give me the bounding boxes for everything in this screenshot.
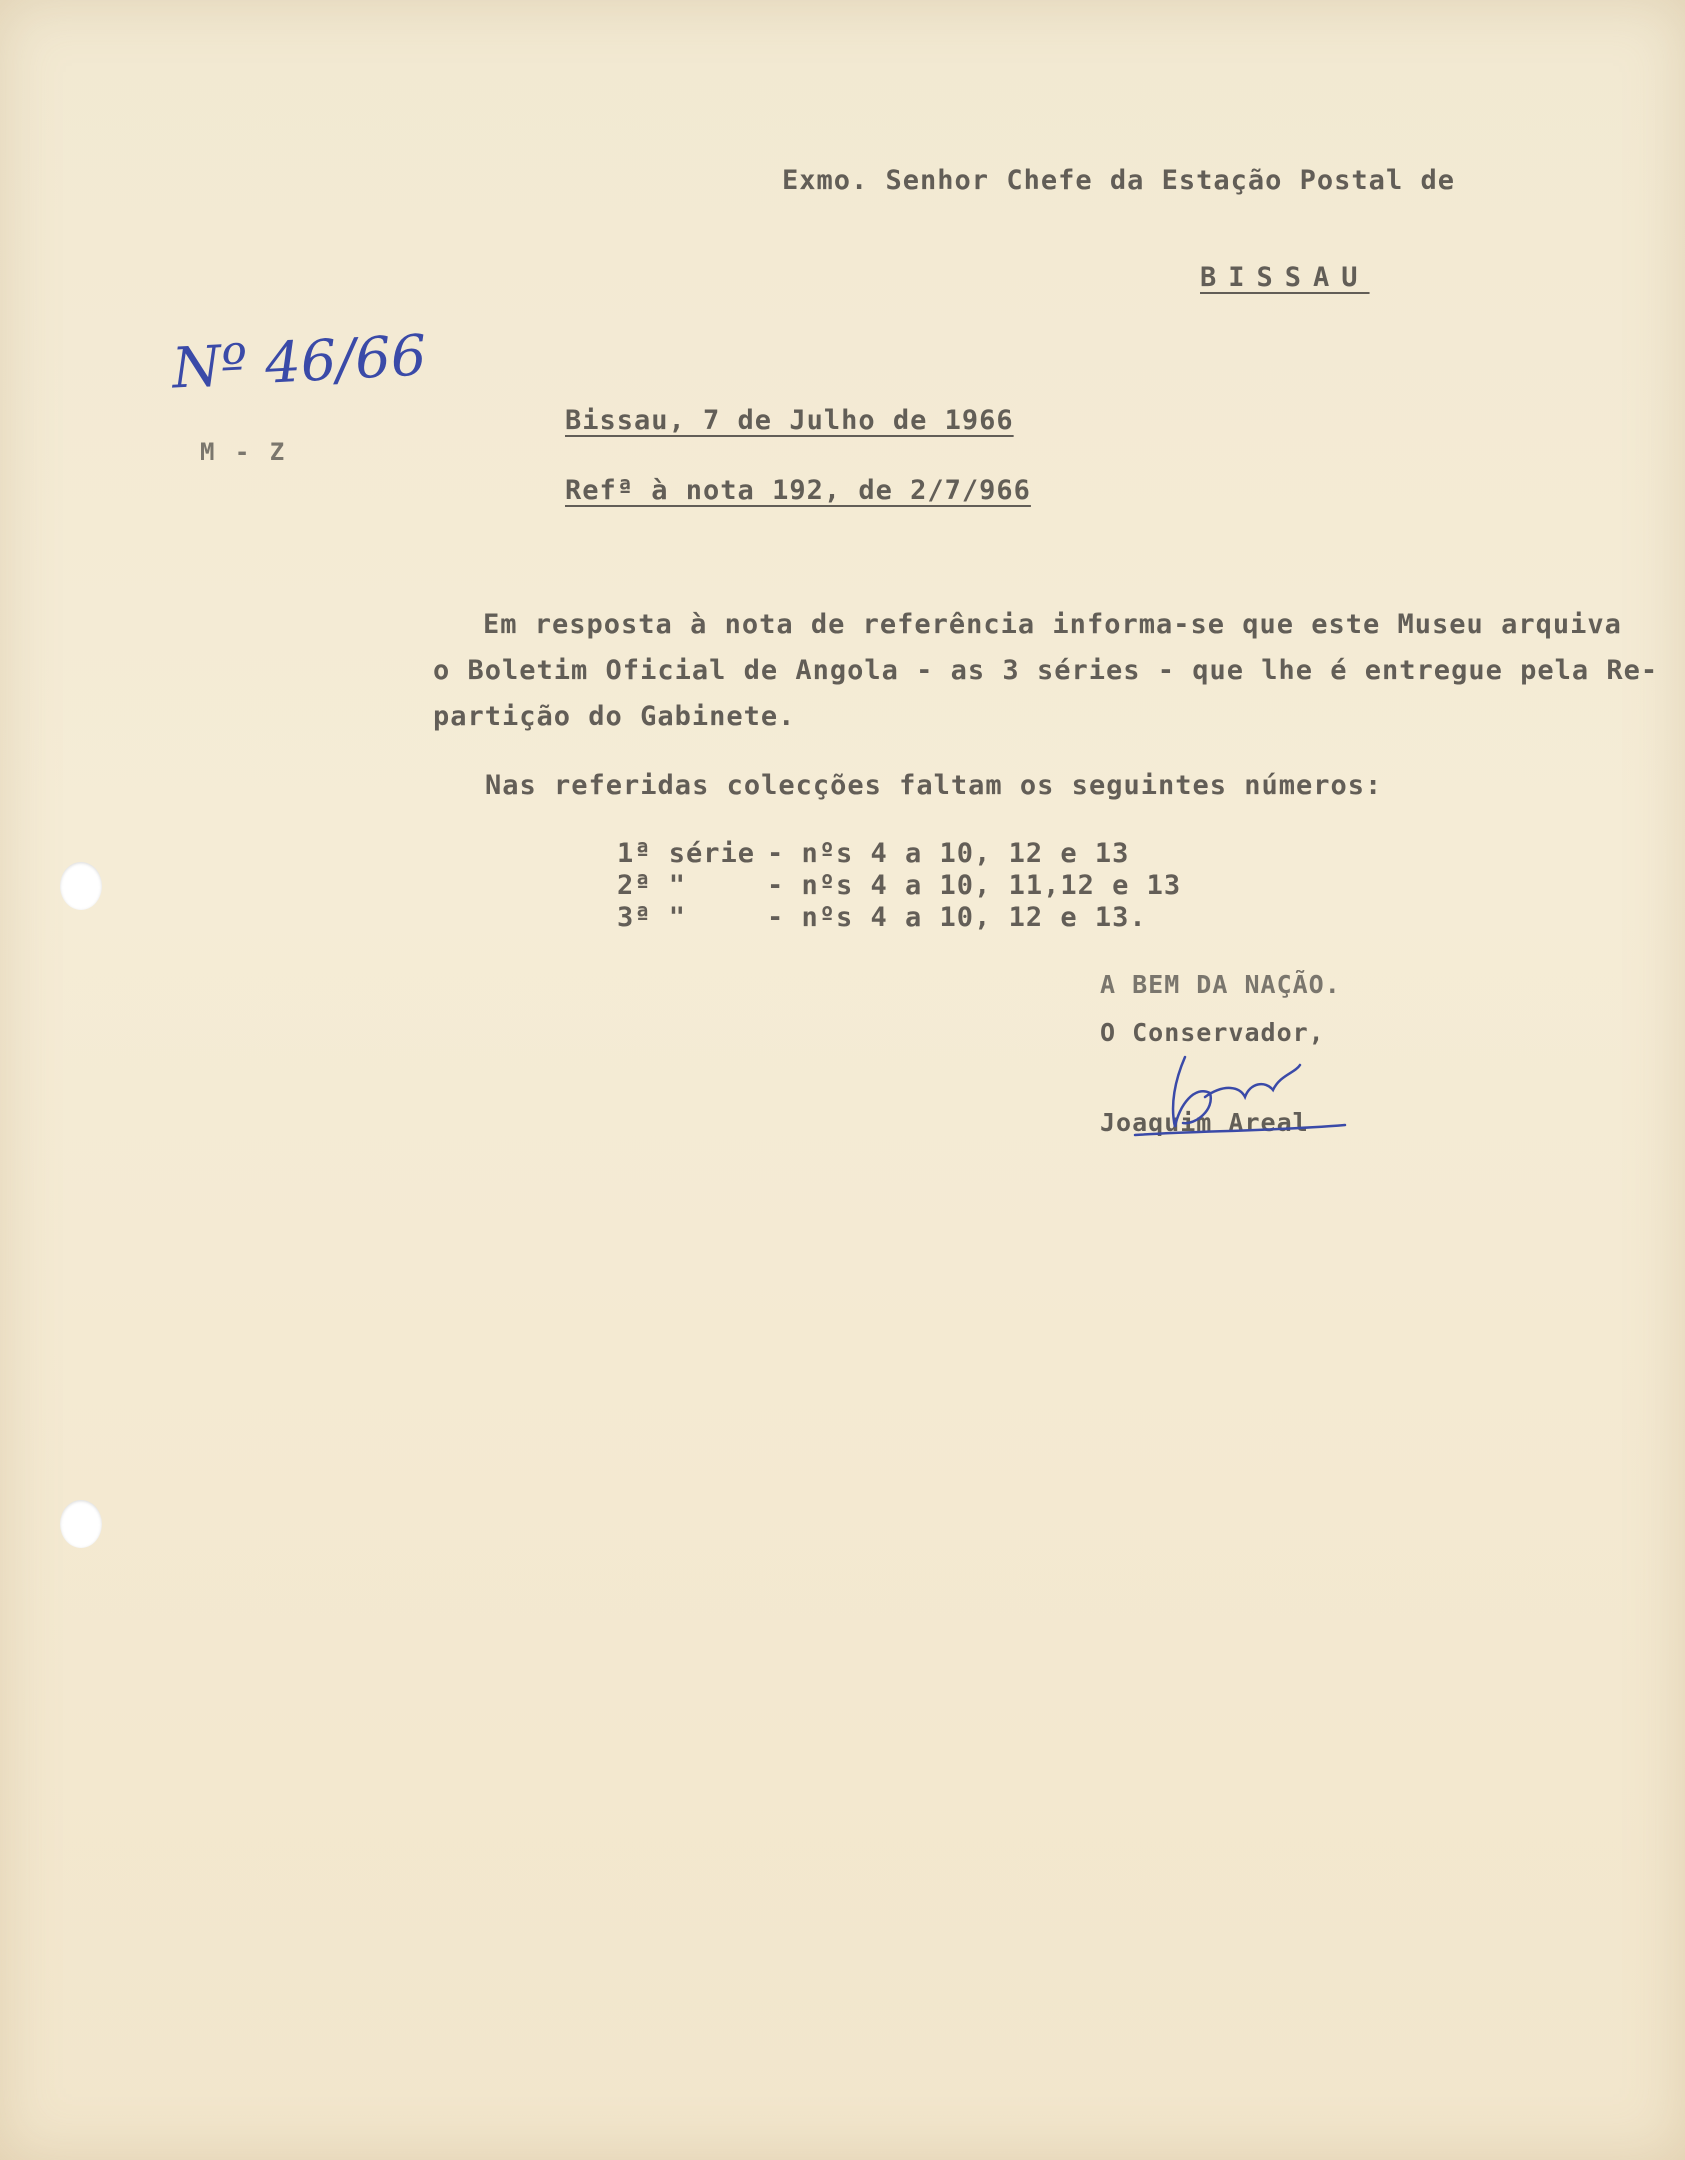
missing-list-row	[617, 902, 1267, 933]
body-paragraph-1-line-2: o Boletim Oficial de Angola - as 3 séries - que lhe é entregue pela Re-	[433, 655, 1659, 686]
addressee-city: BISSAU	[1200, 262, 1370, 293]
missing-list-row	[617, 838, 1267, 869]
date-line: Bissau, 7 de Julho de 1966	[565, 405, 1014, 436]
missing-list-series: 2ª "	[617, 870, 687, 901]
signatory-title: O Conservador,	[1100, 1018, 1325, 1047]
missing-list-numbers: - nºs 4 a 10, 12 e 13.	[767, 902, 1147, 933]
addressee-line: Exmo. Senhor Chefe da Estação Postal de	[782, 165, 1455, 196]
missing-list-row	[617, 870, 1267, 901]
body-paragraph-1-line-3: partição do Gabinete.	[433, 701, 796, 732]
punch-hole-top	[60, 862, 102, 910]
department-code: M - Z	[200, 438, 288, 466]
body-paragraph-1	[433, 602, 1659, 740]
handwritten-signature	[1075, 1035, 1355, 1145]
missing-list-series: 3ª "	[617, 902, 687, 933]
body-paragraph-2: Nas referidas colecções faltam os seguintes números:	[485, 770, 1383, 801]
body-paragraph-1-line-1: Em resposta à nota de referência informa-se que este Museu arquiva	[483, 609, 1622, 640]
reference-line: Refª à nota 192, de 2/7/966	[565, 475, 1031, 506]
missing-list-numbers: - nºs 4 a 10, 12 e 13	[767, 838, 1130, 869]
signatory-name: Joaquim Areal	[1100, 1108, 1309, 1137]
punch-hole-bottom	[60, 1500, 102, 1548]
handwritten-reference-number: Nº 46/66	[170, 323, 429, 402]
missing-list-series: 1ª série	[617, 838, 756, 869]
missing-list-numbers: - nºs 4 a 10, 11,12 e 13	[767, 870, 1182, 901]
closing-salutation: A BEM DA NAÇÃO.	[1100, 970, 1341, 999]
